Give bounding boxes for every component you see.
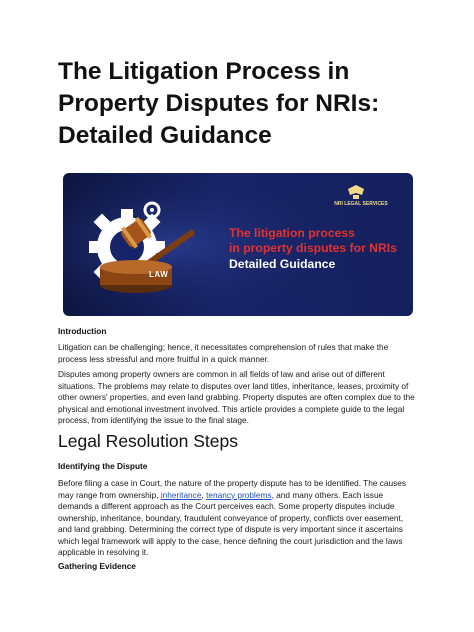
- banner-line-3: Detailed Guidance: [229, 257, 336, 271]
- intro-paragraph-2: Disputes among property owners are common in all fields of law and arise out of different situations. The problems may relate to disputes over land titles, inheritance, leases, proximity of other owners' properties, and even land grabbing. Property disputes are often complex due to the physical and emotional investment involved. This article provides a complete guide to the legal process, from identifying the issue to the final stage.: [58, 369, 415, 425]
- section-heading: Legal Resolution Steps: [58, 431, 238, 451]
- identifying-paragraph: [58, 478, 418, 559]
- subsection-heading-identifying: Identifying the Dispute: [58, 461, 148, 471]
- law-label: LAW: [149, 270, 169, 279]
- banner-line-2: in property disputes for NRIs: [229, 241, 397, 255]
- paragraph-text-start: Before filing a case in Court, the nature of the property dispute has to be identified. The causes may range from ownership,: [58, 478, 407, 500]
- banner-line-1: The litigation process: [229, 226, 355, 240]
- inheritance-link[interactable]: inheritance: [160, 489, 202, 500]
- banner-image: [63, 173, 413, 316]
- tenancy-problems-link[interactable]: tenancy problems: [206, 489, 272, 500]
- logo-text: NRI LEGAL SERVICES: [334, 201, 388, 207]
- paragraph-text-mid: ,: [201, 489, 207, 500]
- intro-heading: Introduction: [58, 326, 107, 336]
- subsection-heading-gathering: Gathering Evidence: [58, 561, 136, 571]
- paragraph-text-end: , and many others. Each issue demands a different approach as the Court perceives each. Some property disputes include ownership, inheritance, boundary, fraudulent conveyance of property, conflicts over easement, and land grabbing. Determining the correct type of dispute is very important since it ascertains which legal framework will apply to the case, hence defining the court jurisdiction and the laws applicable in resolving it.: [58, 489, 404, 557]
- intro-paragraph-1: Litigation can be challenging; hence, it necessitates comprehension of rules that make the process less stressful and more fruitful in a quick manner.: [58, 342, 389, 364]
- document-title: The Litigation Process in Property Disputes for NRIs: Detailed Guidance: [58, 58, 380, 149]
